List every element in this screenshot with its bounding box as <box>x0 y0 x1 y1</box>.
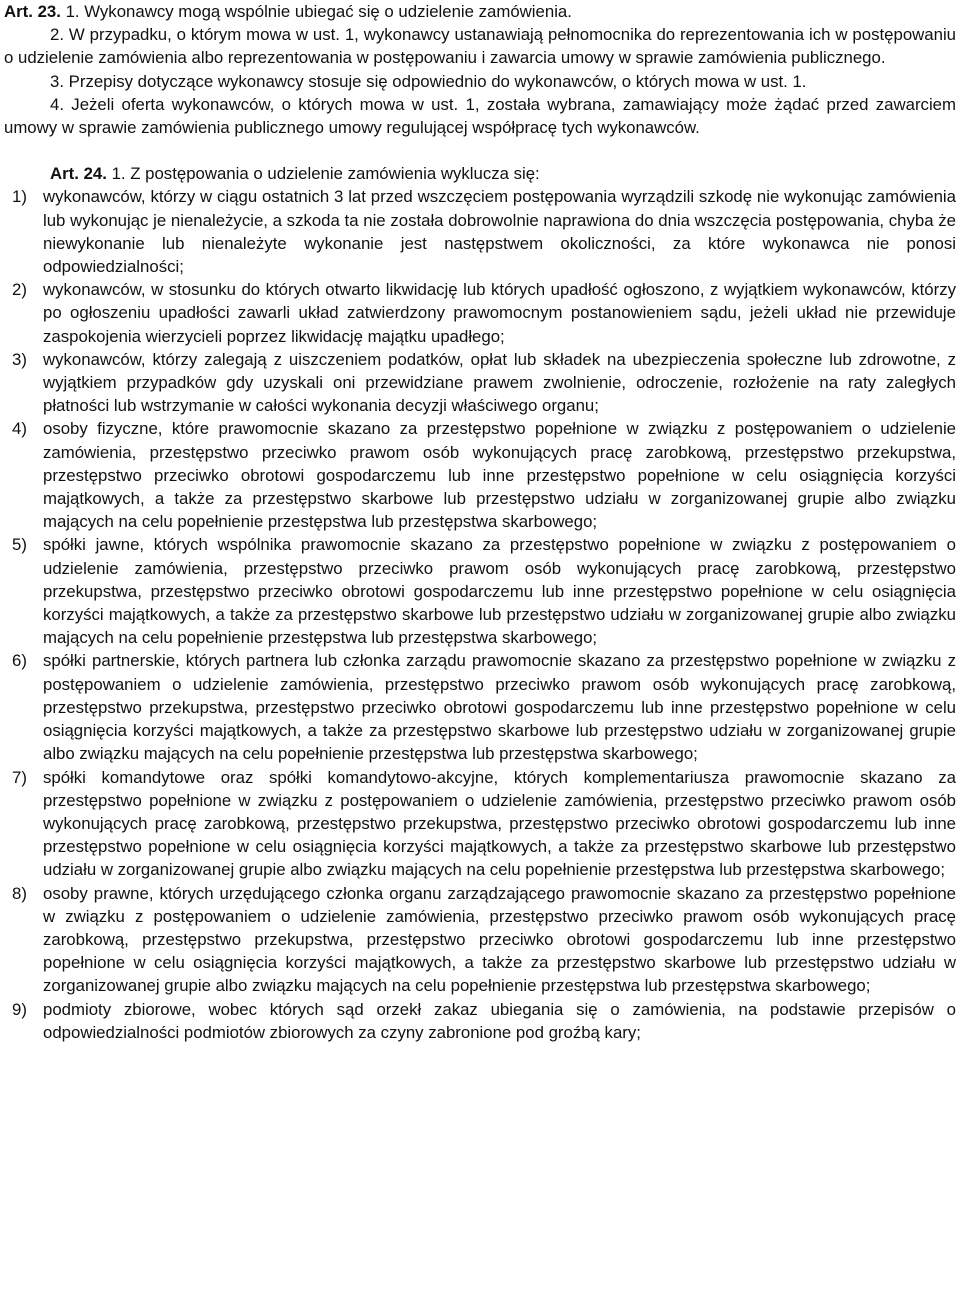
list-item-text: wykonawców, którzy w ciągu ostatnich 3 lat przed wszczęciem postępowania wyrządzili szkodę nie wykonując zamówienia lub wykonując je nienależycie, a szkoda ta nie została dobrowolnie naprawiona do dnia wszczęcia postępowania, chyba że niewykonanie lub nienależyte wykonanie jest następstwem okoliczności, za które wykonawca nie ponosi odpowiedzialności; <box>43 187 956 277</box>
list-item-number: 9) <box>12 999 27 1019</box>
list-item <box>4 533 956 649</box>
list-item <box>4 278 956 348</box>
list-item-text: osoby fizyczne, które prawomocnie skazano za przestępstwo popełnione w związku z postępowaniem o udzielenie zamówienia, przestępstwo przeciwko prawom osób wykonujących pracę zarobkową, przestępstwo przekupstwa, przestępstwo przeciwko obrotowi gospodarczemu lub inne przestępstwo popełnione w celu osiągnięcia korzyści majątkowych, a także za przestępstwo skarbowe lub przestępstwo udziału w zorganizowanej grupie albo związku mających na celu popełnienie przestępstwa lub przestępstwa skarbowego; <box>43 419 956 532</box>
list-item <box>4 417 956 533</box>
list-item-number: 6) <box>12 651 27 671</box>
list-item-text: osoby prawne, których urzędującego członka organu zarządzającego prawomocnie skazano za przestępstwo popełnione w związku z postępowaniem o udzielenie zamówienia, przestępstwo przeciwko prawom osób wykonujących pracę zarobkową, przestępstwo przekupstwa, przestępstwo przeciwko obrotowi gospodarczemu lub inne przestępstwo popełnione w celu osiągnięcia korzyści majątkowych, a także za przestępstwo skarbowe lub przestępstwo udziału w zorganizowanej grupie albo związku mających na celu popełnienie przestępstwa lub przestępstwa skarbowego; <box>43 883 956 996</box>
list-item-text: spółki jawne, których wspólnika prawomocnie skazano za przestępstwo popełnione w związku z postępowaniem o udzielenie zamówienia, przestępstwo przeciwko prawom osób wykonujących pracę zarobkową, przestępstwo przekupstwa, przestępstwo przeciwko obrotowi gospodarczemu lub inne przestępstwo popełnione w celu osiągnięcia korzyści majątkowych, a także za przestępstwo skarbowe lub przestępstwo udziału w zorganizowanej grupie albo związku mających na celu popełnienie przestępstwa lub przestępstwa skarbowego; <box>43 535 956 648</box>
list-item-text: wykonawców, którzy zalegają z uiszczeniem podatków, opłat lub składek na ubezpieczenia społeczne lub zdrowotne, z wyjątkiem przypadków gdy uzyskali oni przewidziane prawem zwolnienie, odroczenie, rozłożenie na raty zaległych płatności lub wstrzymanie w całości wykonania decyzji właściwego organu; <box>43 349 956 416</box>
list-item <box>4 348 956 418</box>
article-23-para-2: 2. W przypadku, o którym mowa w ust. 1, wykonawcy ustanawiają pełnomocnika do reprezentowania ich w postępowaniu o udzielenie zamówienia albo reprezentowania w postępowaniu i zawarcia umowy w sprawie zamówienia publicznego. <box>4 25 956 68</box>
article-23-para-3: 3. Przepisy dotyczące wykonawcy stosuje się odpowiednio do wykonawców, o których mowa w ust. 1. <box>50 71 807 91</box>
article-24-heading: Art. 24. <box>50 164 107 184</box>
exclusion-list <box>4 185 956 1044</box>
list-item-number: 3) <box>12 349 27 369</box>
list-item <box>4 998 956 1044</box>
list-item <box>4 766 956 882</box>
article-23-heading-line <box>4 0 956 23</box>
article-23-para-1: 1. Wykonawcy mogą wspólnie ubiegać się o udzielenie zamówienia. <box>60 2 572 21</box>
list-item-text: wykonawców, w stosunku do których otwarto likwidację lub których upadłość ogłoszono, z wyjątkiem wykonawców, którzy po ogłoszeniu upadłości zawarli układ zatwierdzony prawomocnym postanowieniem sądu, jeżeli układ nie przewiduje zaspokojenia wierzycieli poprzez likwidację majątku upadłego; <box>43 280 956 346</box>
article-23-para-4: 4. Jeżeli oferta wykonawców, o których mowa w ust. 1, została wybrana, zamawiający może żądać przed zawarciem umowy w sprawie zamówienia publicznego umowy regulującej współpracę tych wykonawców. <box>4 94 956 138</box>
list-item <box>4 882 956 998</box>
list-item-text: spółki partnerskie, których partnera lub członka zarządu prawomocnie skazano za przestępstwo popełnione w związku z postępowaniem o udzielenie zamówienia, przestępstwo przeciwko prawom osób wykonujących pracę zarobkową, przestępstwo przekupstwa, przestępstwo przeciwko obrotowi gospodarczemu lub inne przestępstwo popełnione w celu osiągnięcia korzyści majątkowych, a także za przestępstwo skarbowe lub przestępstwo udziału w zorganizowanej grupie albo związku mających na celu popełnienie przestępstwa lub przestępstwa skarbowego; <box>43 651 956 764</box>
list-item-text: podmioty zbiorowe, wobec których sąd orzekł zakaz ubiegania się o zamówienia, na podstawie przepisów o odpowiedzialności podmiotów zbiorowych za czyny zabronione pod groźbą kary; <box>43 999 956 1042</box>
article-24-heading-line <box>4 162 956 185</box>
list-item <box>4 185 956 278</box>
article-24 <box>4 162 956 1044</box>
article-23-heading: Art. 23. <box>4 2 61 21</box>
list-item-number: 8) <box>12 883 27 903</box>
article-24-intro: 1. Z postępowania o udzielenie zamówienia wyklucza się: <box>106 164 540 184</box>
list-item-number: 2) <box>12 280 27 300</box>
article-23 <box>4 0 956 139</box>
list-item-text: spółki komandytowe oraz spółki komandytowo-akcyjne, których komplementariusza prawomocnie skazano za przestępstwo popełnione w związku z postępowaniem o udzielenie zamówienia, przestępstwo przeciwko prawom osób wykonujących pracę zarobkową, przestępstwo przekupstwa, przestępstwo przeciwko obrotowi gospodarczemu lub inne przestępstwo popełnione w celu osiągnięcia korzyści majątkowych, a także za przestępstwo skarbowe lub przestępstwo udziału w zorganizowanej grupie albo związku mających na celu popełnienie przestępstwa lub przestępstwa skarbowego; <box>43 767 956 880</box>
list-item-number: 4) <box>12 419 27 439</box>
list-item-number: 1) <box>12 187 27 207</box>
list-item-number: 5) <box>12 535 27 555</box>
list-item <box>4 649 956 765</box>
list-item-number: 7) <box>12 767 27 787</box>
